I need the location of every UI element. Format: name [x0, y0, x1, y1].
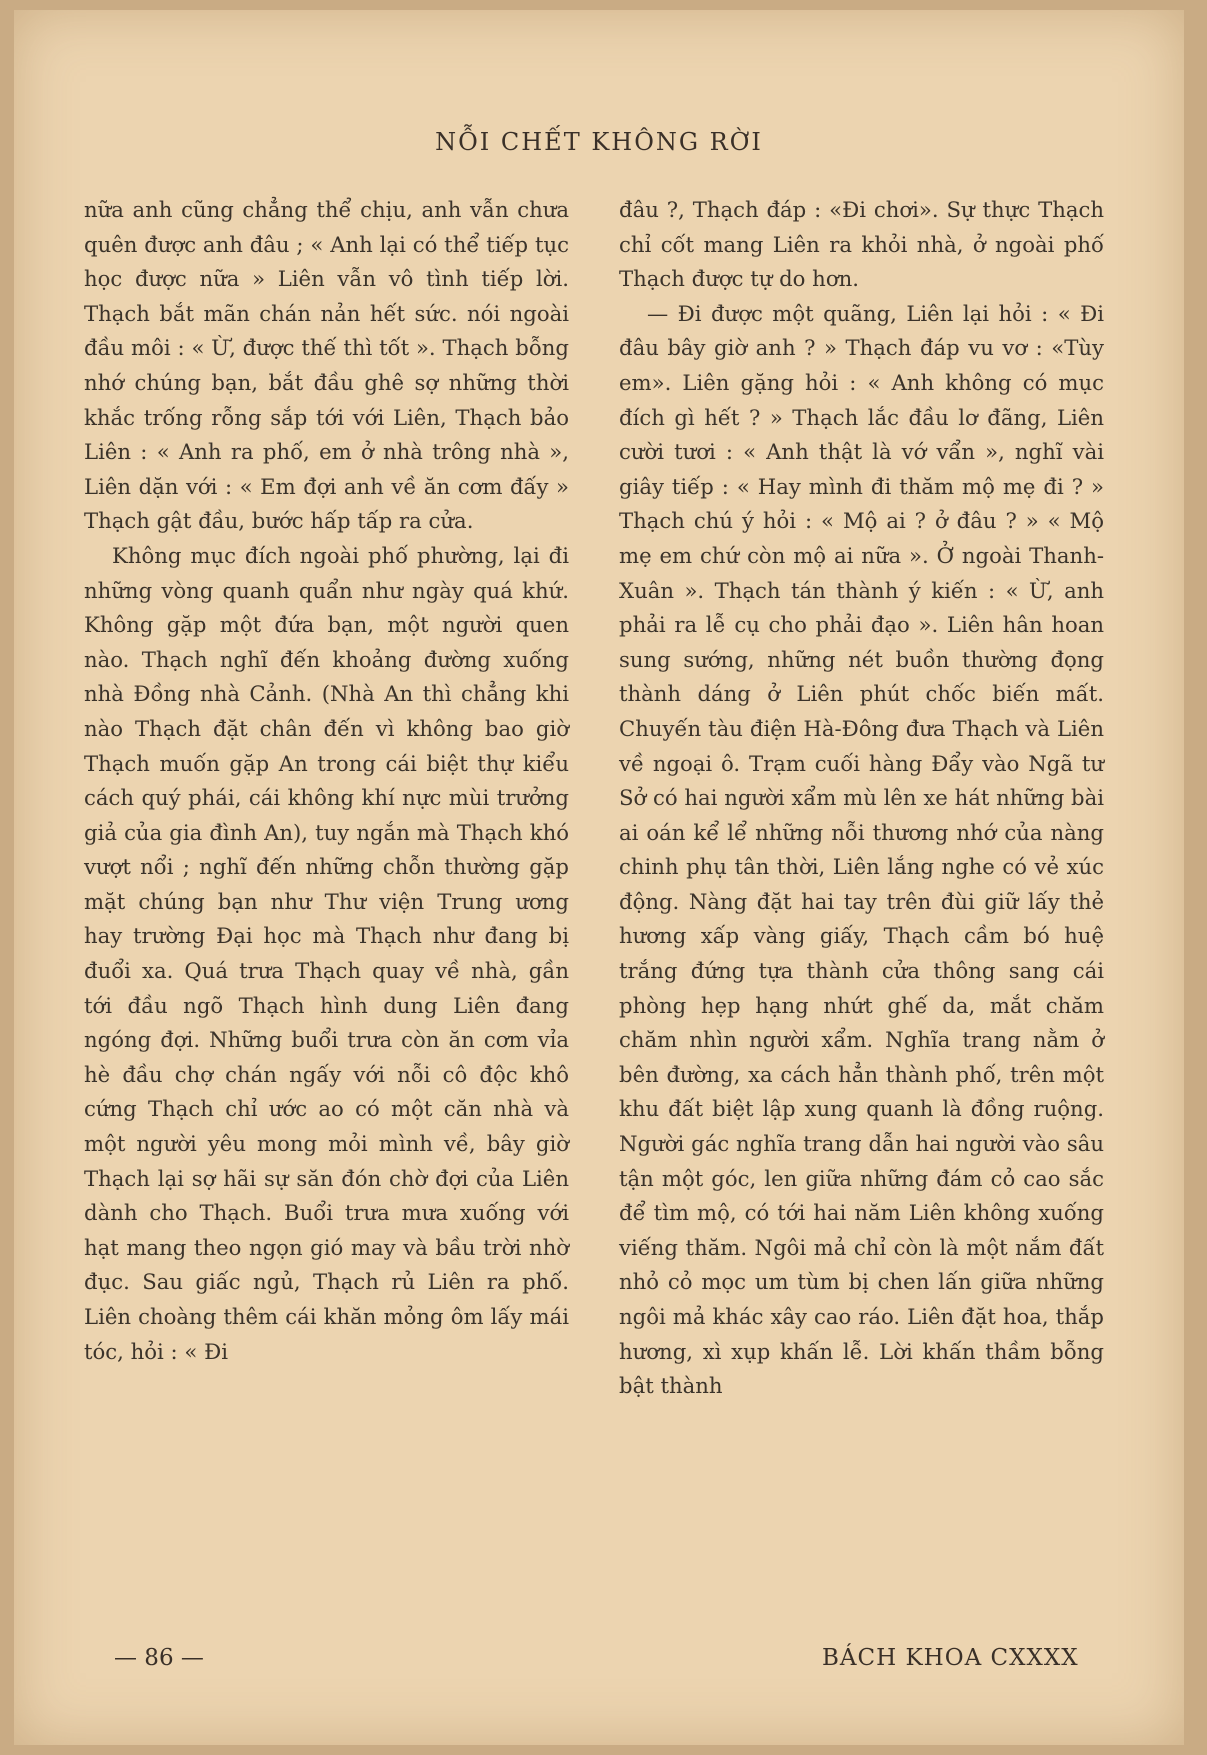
left-text-column: [84, 193, 569, 1369]
page-number: — 86 —: [114, 1645, 204, 1671]
paragraph: — Đi được một quãng, Liên lại hỏi : « Đi đâu bây giờ anh ? » Thạch đáp vu vơ : «Tùy em». Liên gặng hỏi : « Anh không có mục đích gì hết ? » Thạch lắc đầu lơ đãng, Liên cười tươi : « Anh thật là vớ vẩn », nghĩ vài giây tiếp : « Hay mình đi thăm mộ mẹ đi ? » Thạch chú ý hỏi : « Mộ ai ? ở đâu ? » « Mộ mẹ em chứ còn mộ ai nữa ». Ở ngoài Thanh-Xuân ». Thạch tán thành ý kiến : « Ừ, anh phải ra lễ cụ cho phải đạo ». Liên hân hoan sung sướng, những nét buồn thường đọng thành dáng ở Liên phút chốc biến mất. Chuyến tàu điện Hà-Đông đưa Thạch và Liên về ngoại ô. Trạm cuối hàng Đẩy vào Ngã tư Sở có hai người xẩm mù lên xe hát những bài ai oán kể lể những nỗi thương nhớ của nàng chinh phụ tân thời, Liên lắng nghe có vẻ xúc động. Nàng đặt hai tay trên đùi giữ lấy thẻ hương xấp vàng giấy, Thạch cầm bó huệ trắng đứng tựa thành cửa thông sang cái phòng hẹp hạng nhứt ghế da, mắt chăm chăm nhìn người xẩm. Nghĩa trang nằm ở bên đường, xa cách hẳn thành phố, trên một khu đất biệt lập xung quanh là đồng ruộng. Người gác nghĩa trang dẫn hai người vào sâu tận một góc, len giữa những đám cỏ cao sắc để tìm mộ, có tới hai năm Liên không xuống viếng thăm. Ngôi mả chỉ còn là một nắm đất nhỏ cỏ mọc um tùm bị chen lấn giữa những ngôi mả khác xây cao ráo. Liên đặt hoa, thắp hương, xì xụp khấn lễ. Lời khấn thầm bỗng bật thành: [619, 300, 1104, 1399]
paragraph: Không mục đích ngoài phố phường, lại đi những vòng quanh quẩn như ngày quá khứ. Không gặp một đứa bạn, một người quen nào. Thạch nghĩ đến khoảng đường xuống nhà Đồng nhà Cảnh. (Nhà An thì chẳng khi nào Thạch đặt chân đến vì không bao giờ Thạch muốn gặp An trong cái biệt thự kiểu cách quý phái, cái không khí nực mùi trưởng giả của gia đình An), tuy ngắn mà Thạch khó vượt nổi ; nghĩ đến những chỗn thường gặp mặt chúng bạn như Thư viện Trung ương hay trường Đại học mà Thạch như đang bị đuổi xa. Quá trưa Thạch quay về nhà, gần tới đầu ngõ Thạch hình dung Liên đang ngóng đợi. Những buổi trưa còn ăn cơm vỉa hè đầu chợ chán ngấy với nỗi cô độc khô cứng Thạch chỉ ước ao có một căn nhà và một người yêu mong mỏi mình về, bây giờ Thạch lại sợ hãi sự săn đón chờ đợi của Liên dành cho Thạch. Buổi trưa mưa xuống với hạt mang theo ngọn gió may và bầu trời nhờ đục. Sau giấc ngủ, Thạch rủ Liên ra phố. Liên choàng thêm cái khăn mỏng ôm lấy mái tóc, hỏi : « Đi: [84, 542, 569, 1364]
magazine-name: BÁCH KHOA CXXXX: [822, 1645, 1079, 1671]
paragraph: nữa anh cũng chẳng thể chịu, anh vẫn chưa quên được anh đâu ; « Anh lại có thể tiếp tục học được nữa » Liên vẫn vô tình tiếp lời. Thạch bắt mãn chán nản hết sức. nói ngoài đầu môi : « Ừ, được thế thì tốt ». Thạch bỗng nhớ chúng bạn, bắt đầu ghê sợ những thời khắc trống rỗng sắp tới với Liên, Thạch bảo Liên : « Anh ra phố, em ở nhà trông nhà », Liên dặn với : « Em đợi anh về ăn cơm đấy » Thạch gật đầu, bước hấp tấp ra cửa.: [84, 197, 569, 534]
paragraph: đâu ?, Thạch đáp : «Đi chơi». Sự thực Thạch chỉ cốt mang Liên ra khỏi nhà, ở ngoài phố Thạch được tự do hơn.: [619, 197, 1104, 292]
right-text-column: [619, 193, 1104, 1404]
book-page: [14, 10, 1184, 1745]
running-title: NỖI CHẾT KHÔNG RỜI: [435, 128, 763, 156]
